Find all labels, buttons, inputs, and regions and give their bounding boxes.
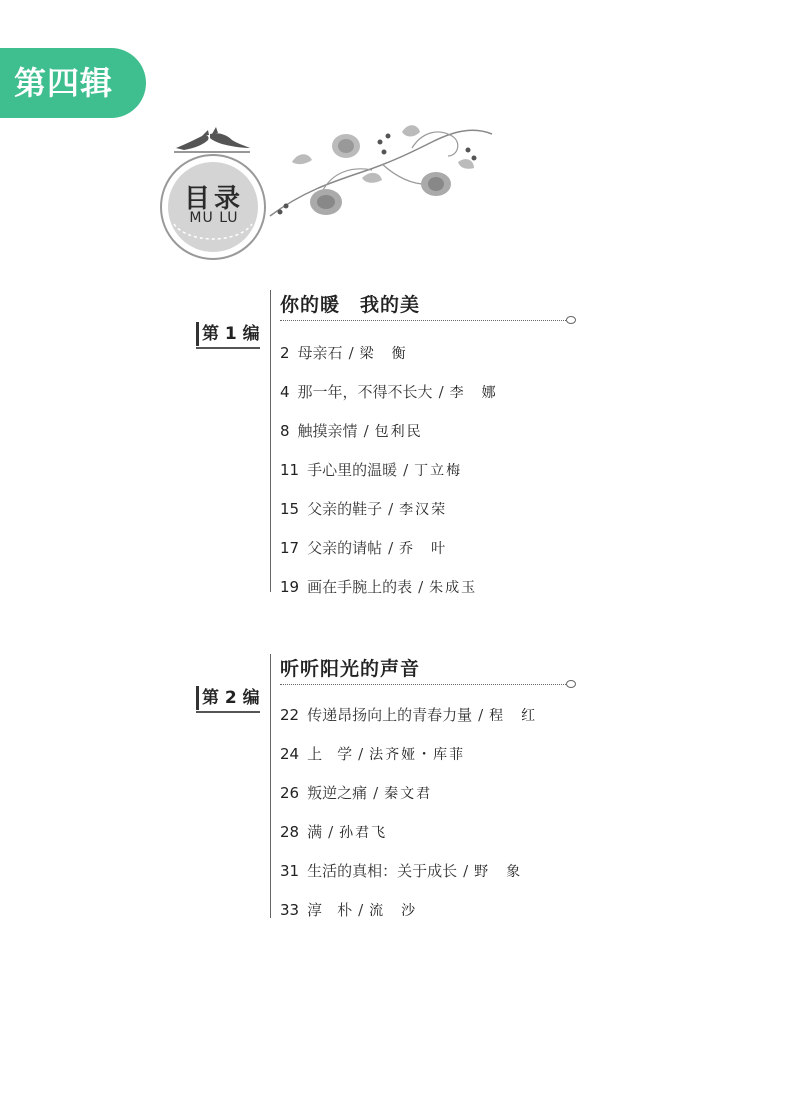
toc-entry[interactable] xyxy=(280,576,477,597)
part-label: 第 2 编 xyxy=(196,686,264,710)
page-number: 26 xyxy=(280,784,300,802)
section-tab: 第四辑 xyxy=(0,48,146,118)
separator: / xyxy=(403,461,409,479)
toc-entry[interactable] xyxy=(280,782,432,803)
toc-entry[interactable] xyxy=(280,459,462,480)
entry-title: 手心里的温暖 xyxy=(307,461,398,479)
floral-vine-icon xyxy=(262,112,502,232)
entry-title: 淳 朴 xyxy=(307,901,353,919)
separator: / xyxy=(388,539,394,557)
separator: / xyxy=(363,422,369,440)
separator: / xyxy=(478,706,484,724)
dotted-rule xyxy=(280,320,570,321)
entry-title: 叛逆之痛 xyxy=(307,784,368,802)
section-title: 听听阳光的声音 xyxy=(280,658,421,680)
entry-author: 李 娜 xyxy=(449,385,498,401)
divider xyxy=(270,290,271,592)
entry-author: 野 象 xyxy=(474,864,523,880)
page-number: 4 xyxy=(280,383,290,401)
page-number: 15 xyxy=(280,500,300,518)
entry-author: 流 沙 xyxy=(369,903,418,919)
page-number: 22 xyxy=(280,706,300,724)
separator: / xyxy=(373,784,379,802)
toc-entry[interactable] xyxy=(280,743,465,764)
entry-title: 母亲石 xyxy=(297,344,343,362)
page-number: 17 xyxy=(280,539,300,557)
toc-entry[interactable] xyxy=(280,704,537,725)
divider xyxy=(270,654,271,918)
part-label: 第 1 编 xyxy=(196,322,264,346)
toc-entry[interactable] xyxy=(280,342,408,363)
separator: / xyxy=(418,578,424,596)
entry-author: 李汉荣 xyxy=(399,502,448,518)
entry-author: 丁立梅 xyxy=(414,463,463,479)
toc-entry[interactable] xyxy=(280,381,498,402)
separator: / xyxy=(358,901,364,919)
toc-entry[interactable] xyxy=(280,821,387,842)
separator: / xyxy=(328,823,334,841)
entry-author: 朱成玉 xyxy=(429,580,478,596)
entry-author: 程 红 xyxy=(489,708,538,724)
toc-entry[interactable] xyxy=(280,420,423,441)
entry-title: 那一年，不得不长大 xyxy=(297,383,433,401)
entry-title: 父亲的鞋子 xyxy=(307,500,383,518)
entry-title: 传递昂扬向上的青春力量 xyxy=(307,706,473,724)
entry-title: 父亲的请帖 xyxy=(307,539,383,557)
page-number: 19 xyxy=(280,578,300,596)
entry-author: 乔 叶 xyxy=(399,541,448,557)
contents-badge xyxy=(158,152,268,262)
page-number: 28 xyxy=(280,823,300,841)
page-number: 11 xyxy=(280,461,300,479)
toc-entry[interactable] xyxy=(280,899,417,920)
entry-author: 孙君飞 xyxy=(339,825,388,841)
separator: / xyxy=(358,745,364,763)
dotted-rule xyxy=(280,684,570,685)
entry-title: 触摸亲情 xyxy=(297,422,358,440)
entry-author: 法齐娅・库菲 xyxy=(369,747,466,763)
toc-entry[interactable] xyxy=(280,860,522,881)
page-number: 24 xyxy=(280,745,300,763)
section-part-1 xyxy=(196,290,616,595)
contents-subtitle: MU LU xyxy=(189,210,239,226)
toc-entry[interactable] xyxy=(280,498,447,519)
separator: / xyxy=(438,383,444,401)
separator: / xyxy=(348,344,354,362)
rule-end-circle xyxy=(566,316,576,324)
separator: / xyxy=(388,500,394,518)
page-number: 8 xyxy=(280,422,290,440)
rule-end-circle xyxy=(566,680,576,688)
entry-author: 秦文君 xyxy=(384,786,433,802)
entry-title: 满 xyxy=(307,823,323,841)
entry-author: 包利民 xyxy=(374,424,423,440)
entry-title: 上 学 xyxy=(307,745,353,763)
entry-title: 生活的真相：关于成长 xyxy=(307,862,458,880)
page-number: 31 xyxy=(280,862,300,880)
contents-title: 目录 xyxy=(183,184,244,214)
entry-title: 画在手腕上的表 xyxy=(307,578,413,596)
separator: / xyxy=(463,862,469,880)
section-part-2 xyxy=(196,654,616,919)
toc-entry[interactable] xyxy=(280,537,447,558)
page-number: 33 xyxy=(280,901,300,919)
entry-author: 梁 衡 xyxy=(359,346,408,362)
section-title: 你的暖 我的美 xyxy=(280,294,421,316)
page-number: 2 xyxy=(280,344,290,362)
